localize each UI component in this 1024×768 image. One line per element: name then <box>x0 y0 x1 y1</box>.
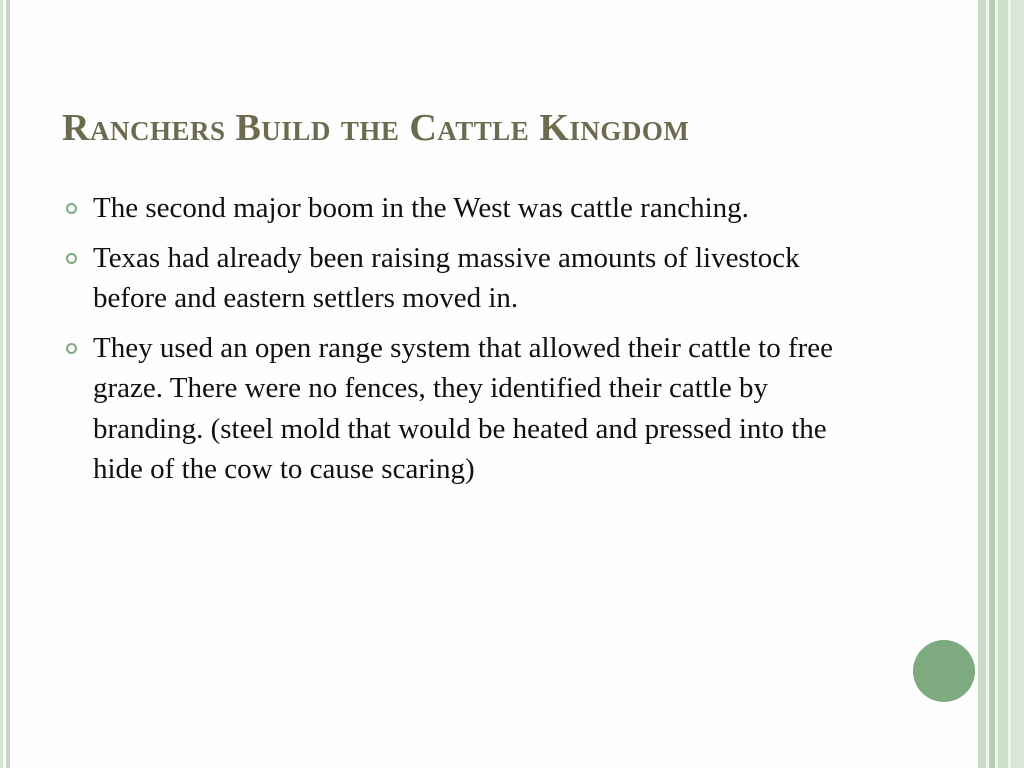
bullet-ring-icon <box>66 343 77 354</box>
decorative-circle <box>913 640 975 702</box>
bullet-item <box>64 188 864 229</box>
bullet-text: The second major boom in the West was cattle ranching. <box>93 192 749 224</box>
bullet-ring-icon <box>66 203 77 214</box>
bullet-list <box>64 188 864 499</box>
left-border-stripe-inner <box>6 0 10 768</box>
bullet-ring-icon <box>66 253 77 264</box>
right-border-band <box>998 0 1008 768</box>
left-border-stripe <box>0 0 3 768</box>
right-border-band <box>978 0 986 768</box>
bullet-item <box>64 328 864 490</box>
slide-title: Ranchers Build the Cattle Kingdom <box>62 107 690 149</box>
bullet-item <box>64 238 864 319</box>
right-border-band <box>1011 0 1024 768</box>
bullet-text: Texas had already been raising massive amounts of livestock before and eastern settlers moved in. <box>93 241 800 314</box>
bullet-text: They used an open range system that allowed their cattle to free graze. There were no fences, they identified their cattle by branding. (steel mold that would be heated and pressed into the hide of the cow to cause scaring) <box>93 331 834 485</box>
